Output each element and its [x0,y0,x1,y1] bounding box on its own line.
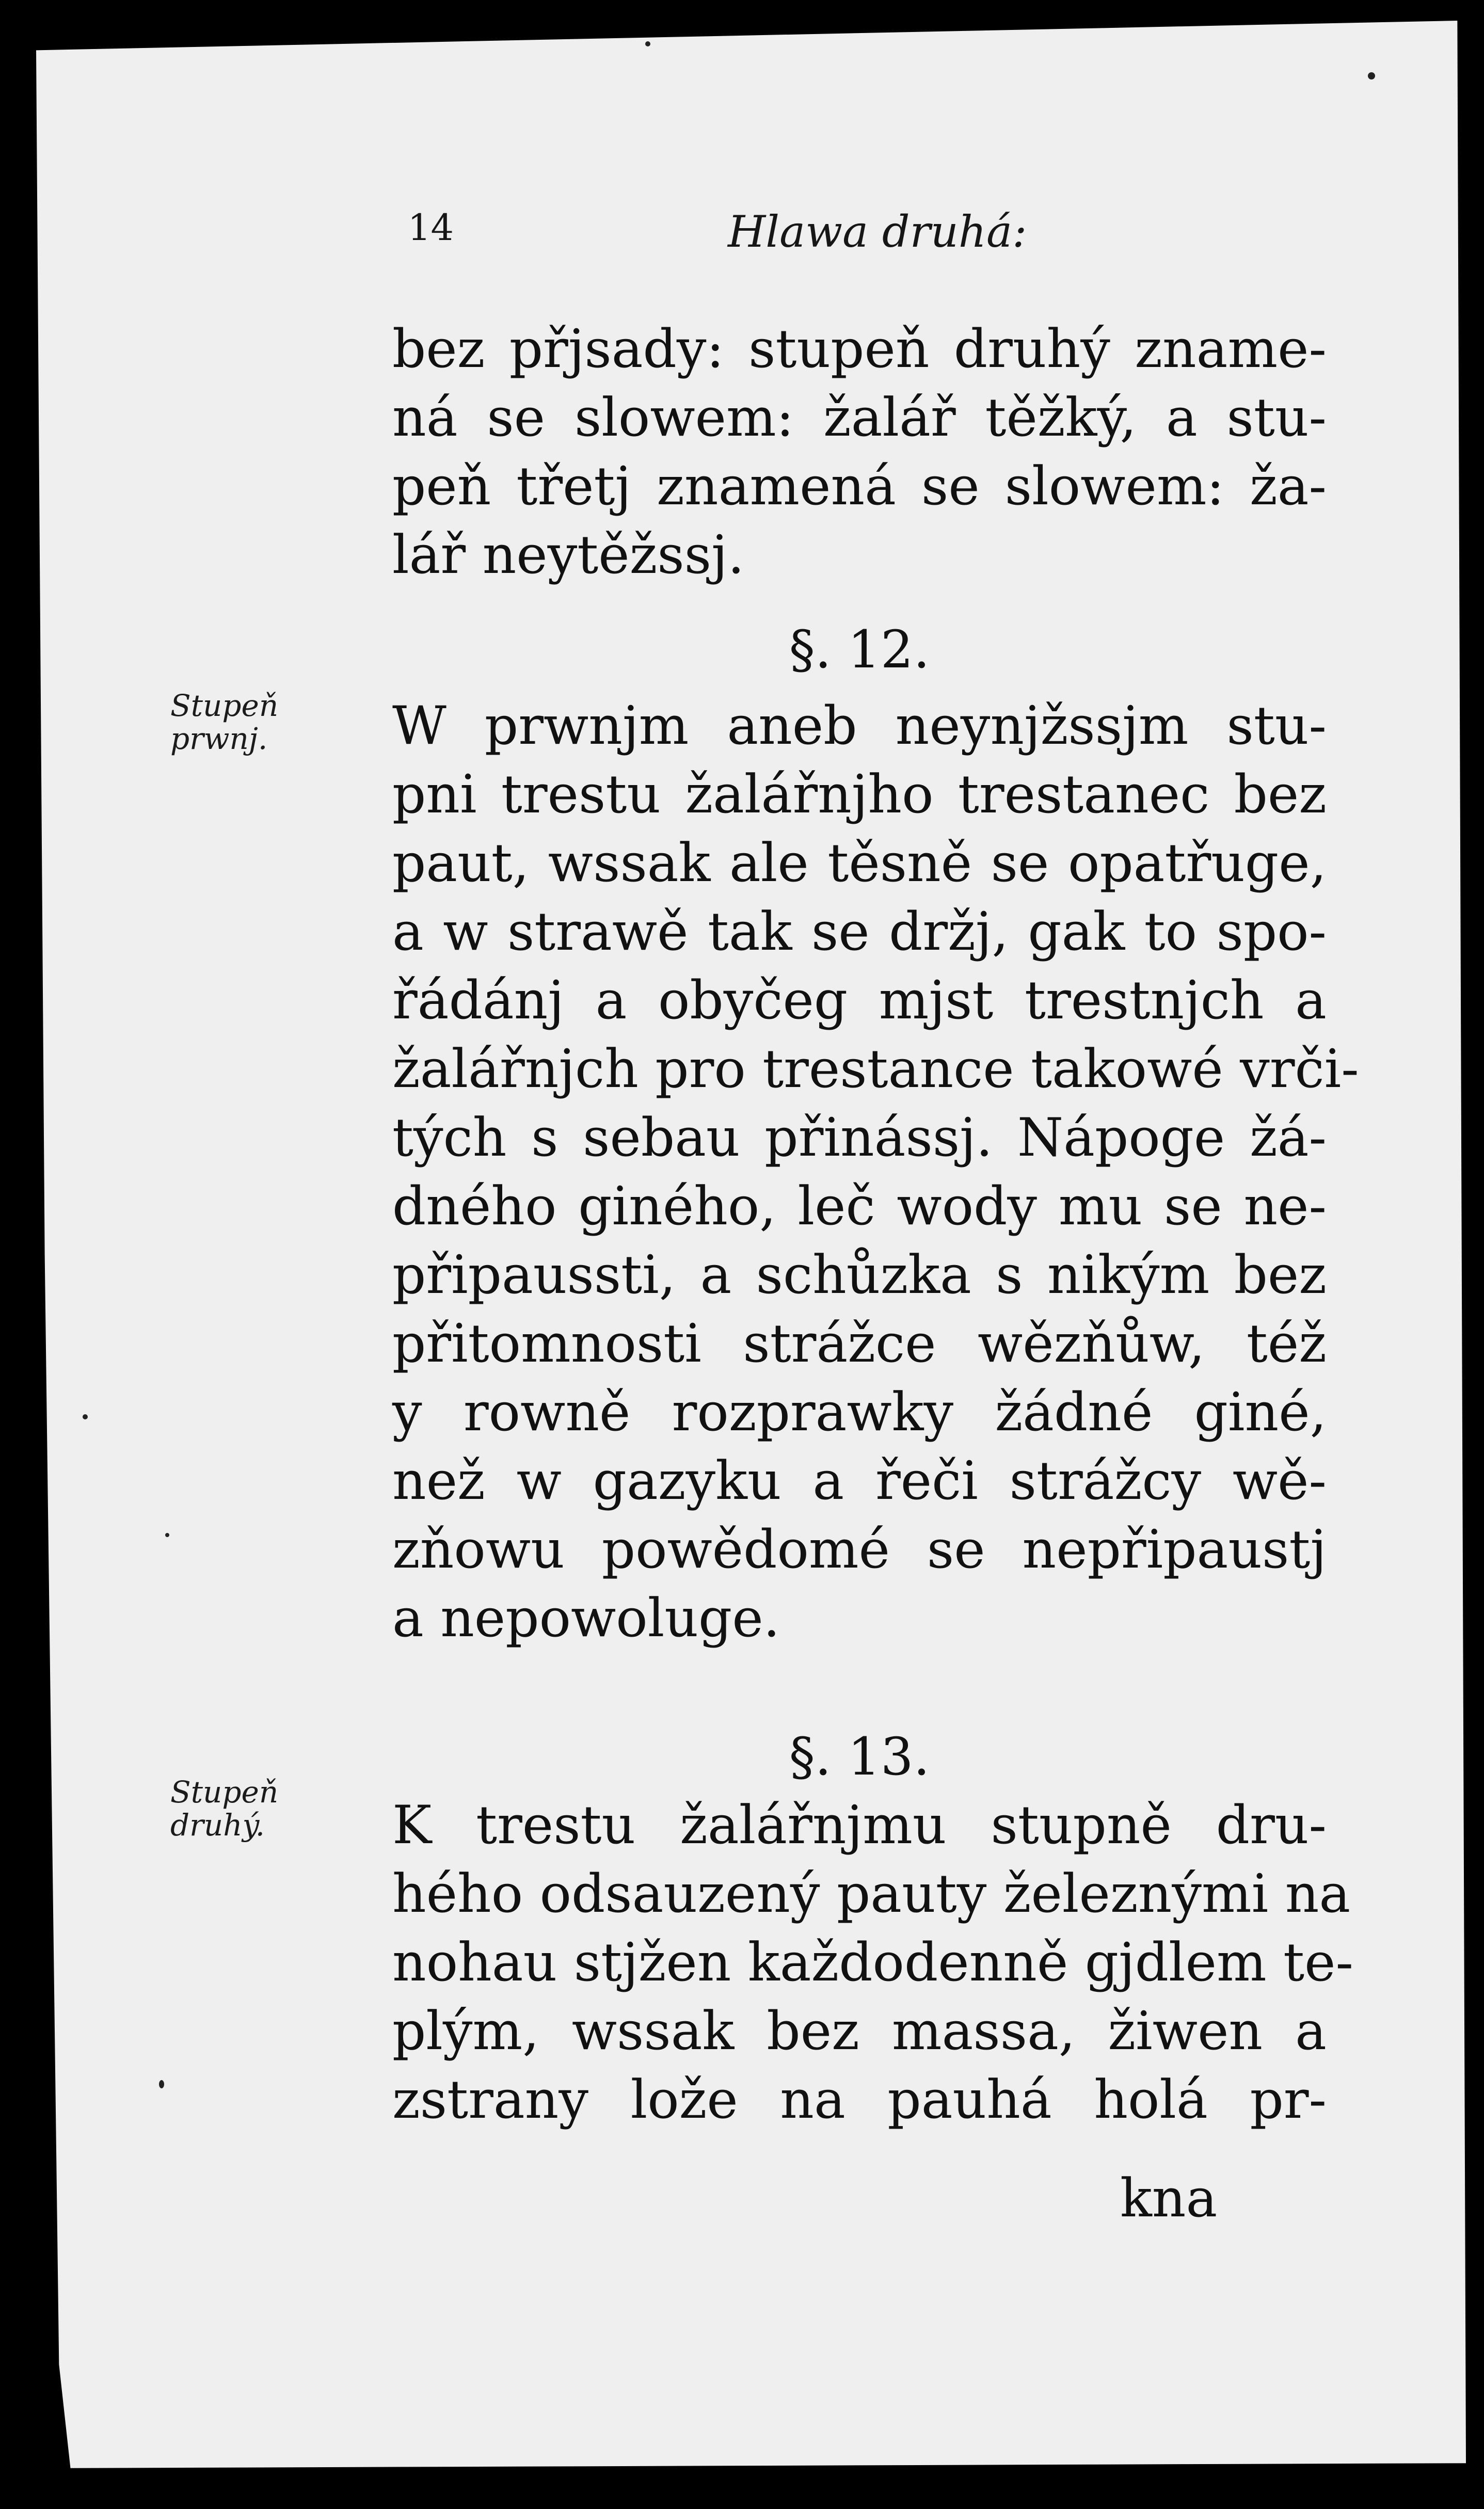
text-line: bez přjsady: stupeň druhý zname- [392,318,1327,380]
ink-speck [83,1414,88,1419]
intro-paragraph [392,315,1327,589]
text-line: žalářnjch pro trestance takowé vrči- [392,1038,1359,1100]
text-line: tých s sebau přinássj. Nápoge žá- [392,1107,1327,1169]
text-line: zstrany lože na pauhá holá pr- [392,2069,1327,2131]
text-line: a w strawě tak se držj, gak to spo- [392,901,1327,963]
ink-speck [159,2080,164,2088]
ink-speck [1368,72,1375,79]
text-line: lář neytěžssj. [392,524,745,586]
margin-note-line: Stupeň [170,1775,279,1810]
text-line: dného giného, leč wody mu se ne- [392,1176,1327,1237]
margin-note [170,1776,361,1842]
text-line: y rowně rozprawky žádné giné, [392,1382,1327,1443]
ink-speck [645,41,650,46]
section-heading: §. 12. [789,619,930,680]
text-line: pni trestu žalářnjho trestanec bez [392,764,1327,825]
text-line: peň třetj znamená se slowem: ža- [392,456,1327,517]
text-line: paut, wssak ale těsně se opatřuge, [392,833,1327,894]
text-line: než w gazyku a řeči strážcy wě- [392,1450,1327,1512]
text-line: řádánj a obyčeg mjst trestnjch a [392,970,1327,1031]
section-12-paragraph [392,692,1359,1653]
running-title: Hlawa druhá: [728,206,1027,257]
margin-note-line: prwnj. [170,721,268,756]
margin-note-line: druhý. [170,1808,265,1843]
margin-note [170,689,361,755]
text-line: plým, wssak bez massa, žiwen a [392,2001,1327,2062]
text-line: nohau stjžen každodenně gjdlem te- [392,1932,1353,1993]
section-13-paragraph [392,1791,1353,2134]
text-line: přitomnosti strážce wězňůw, též [392,1313,1327,1375]
text-line: K trestu žalářnjmu stupně dru- [392,1795,1327,1856]
text-line: W prwnjm aneb neynjžssjm stu- [392,695,1327,757]
section-heading: §. 13. [789,1727,930,1787]
catchword: kna [1120,2168,1218,2229]
text-line: ná se slowem: žalář těžký, a stu- [392,387,1327,449]
text-line: zňowu powědomé se nepřipaustj [392,1519,1327,1580]
text-line: a nepowoluge. [392,1588,780,1649]
margin-note-line: Stupeň [170,688,279,723]
running-head [372,206,1327,258]
page-number: 14 [408,206,454,249]
text-line: hého odsauzený pauty železnými na [392,1863,1351,1925]
ink-speck [165,1533,169,1537]
text-line: připaussti, a schůzka s nikým bez [392,1244,1327,1306]
